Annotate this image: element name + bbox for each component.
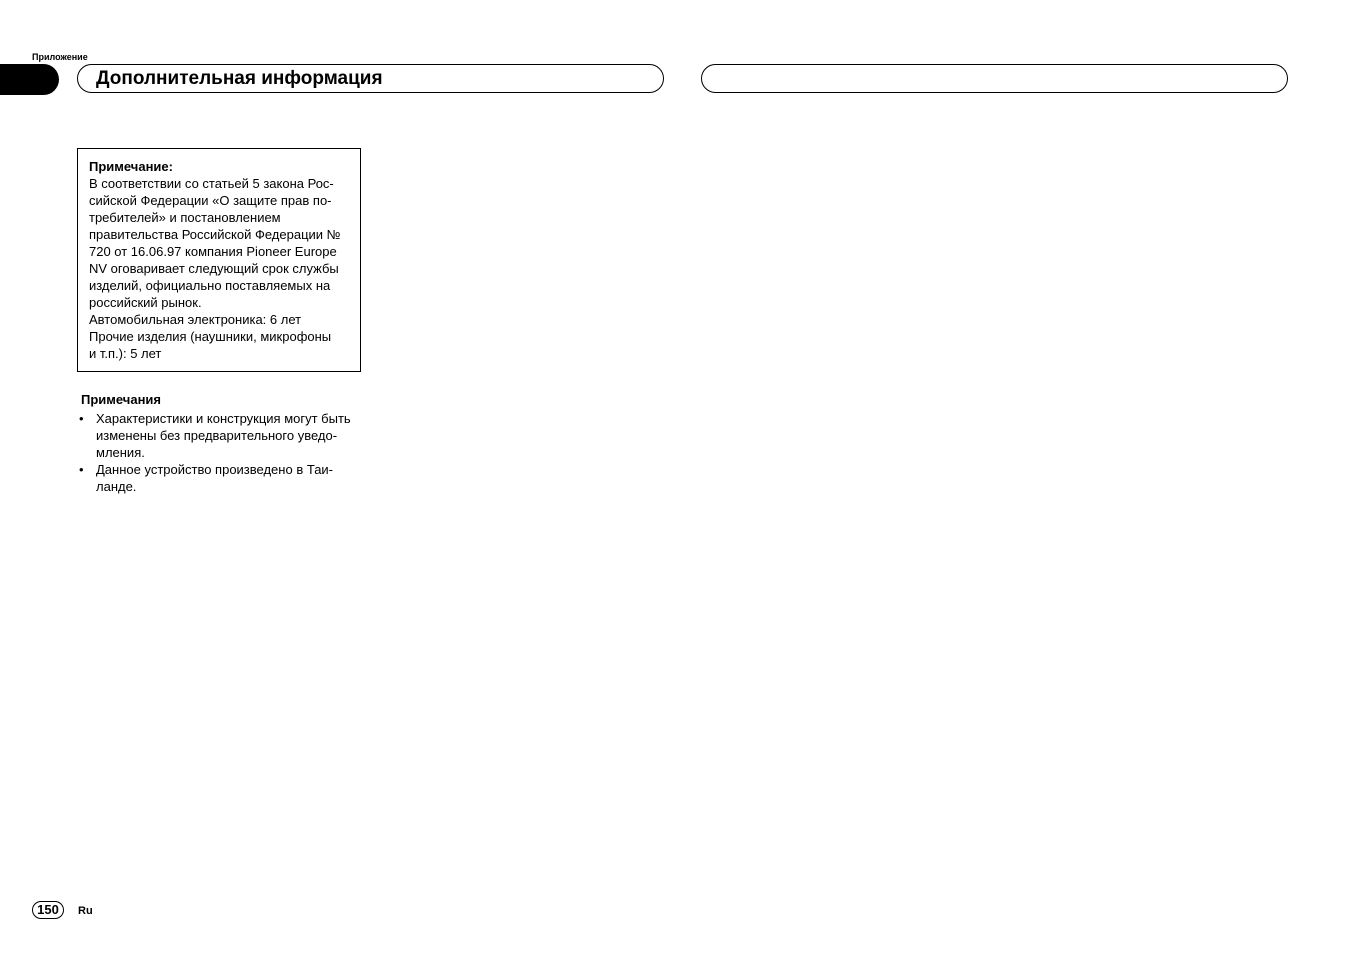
page-number: 150 (32, 901, 64, 919)
note-line: сийской Федерации «О защите прав по- (89, 193, 332, 208)
note-line: требителей» и постановлением (89, 210, 281, 225)
page-title: Дополнительная информация (96, 68, 383, 89)
notes-list (77, 410, 367, 495)
note-line: Прочие изделия (наушники, микрофоны (89, 329, 332, 344)
note-line: В соответствии со статьей 5 закона Рос- (89, 176, 334, 191)
note-box (77, 148, 361, 372)
list-item-line: ланде. (96, 479, 137, 494)
notes-heading: Примечания (81, 392, 162, 407)
note-title: Примечание: (89, 159, 173, 174)
page-title-bar (77, 64, 664, 93)
note-line: изделий, официально поставляемых на (89, 278, 331, 293)
note-line: российский рынок. (89, 295, 202, 310)
list-item-line: Данное устройство произведено в Таи- (96, 462, 334, 477)
bullet-icon: • (79, 411, 84, 426)
note-line: 720 от 16.06.97 компания Pioneer Europe (89, 244, 337, 259)
section-tab (0, 64, 59, 95)
list-item-line: Характеристики и конструкция могут быть (96, 411, 351, 426)
right-title-bar (701, 64, 1288, 93)
note-line: правительства Российской Федерации № (89, 227, 341, 242)
note-line: и т.п.): 5 лет (89, 346, 162, 361)
section-label: Приложение (32, 52, 88, 62)
language-code: Ru (78, 905, 93, 917)
bullet-icon: • (79, 462, 84, 477)
list-item-line: мления. (96, 445, 145, 460)
note-line: NV оговаривает следующий срок службы (89, 261, 339, 276)
list-item (77, 410, 367, 461)
note-line: Автомобильная электроника: 6 лет (89, 312, 302, 327)
list-item-line: изменены без предварительного уведо- (96, 428, 338, 443)
list-item (77, 461, 367, 495)
